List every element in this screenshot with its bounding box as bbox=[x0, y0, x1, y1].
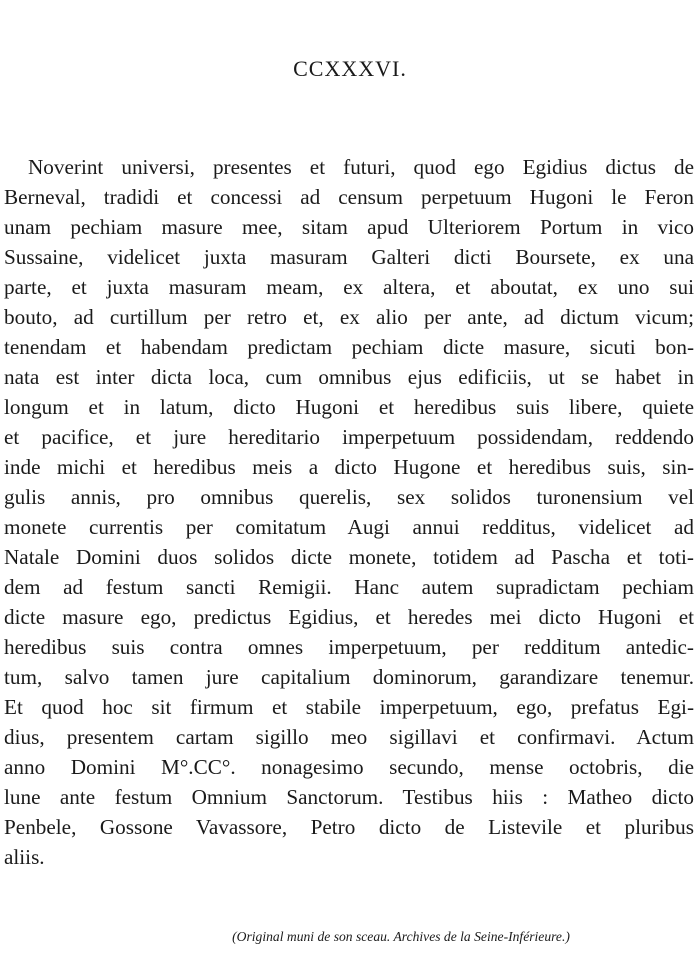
body-line: Sussaine, videlicet juxta masuram Galteri dicti Boursete, ex una bbox=[4, 245, 694, 269]
body-line: parte, et juxta masuram meam, ex altera, et aboutat, ex uno sui bbox=[4, 275, 694, 299]
body-line: longum et in latum, dicto Hugoni et heredibus suis libere, quiete bbox=[4, 395, 694, 419]
body-line: dius, presentem cartam sigillo meo sigillavi et confirmavi. Actum bbox=[4, 725, 694, 749]
body-line: nata est inter dicta loca, cum omnibus ejus edificiis, ut se habet in bbox=[4, 365, 694, 389]
body-line: unam pechiam masure mee, sitam apud Ulteriorem Portum in vico bbox=[4, 215, 694, 239]
body-line: Et quod hoc sit firmum et stabile imperpetuum, ego, prefatus Egi- bbox=[4, 695, 694, 719]
body-line: heredibus suis contra omnes imperpetuum, per redditum antedic- bbox=[4, 635, 694, 659]
body-line: Natale Domini duos solidos dicte monete, totidem ad Pascha et toti- bbox=[4, 545, 694, 569]
body-line: Noverint universi, presentes et futuri, quod ego Egidius dictus de bbox=[28, 155, 694, 179]
body-line: inde michi et heredibus meis a dicto Hugone et heredibus suis, sin- bbox=[4, 455, 694, 479]
body-line: dicte masure ego, predictus Egidius, et heredes mei dicto Hugoni et bbox=[4, 605, 694, 629]
body-line: Berneval, tradidi et concessi ad censum perpetuum Hugoni le Feron bbox=[4, 185, 694, 209]
body-line: anno Domini M°.CC°. nonagesimo secundo, mense octobris, die bbox=[4, 755, 694, 779]
body-line: et pacifice, et jure hereditario imperpetuum possidendam, reddendo bbox=[4, 425, 694, 449]
archive-footnote: (Original muni de son sceau. Archives de la Seine-Inférieure.) bbox=[232, 929, 570, 944]
body-line: bouto, ad curtillum per retro et, ex alio per ante, ad dictum vicum; bbox=[4, 305, 694, 329]
body-line: dem ad festum sancti Remigii. Hanc autem supradictam pechiam bbox=[4, 575, 694, 599]
charter-body bbox=[4, 152, 694, 872]
body-line: gulis annis, pro omnibus querelis, sex solidos turonensium vel bbox=[4, 485, 694, 509]
body-line: lune ante festum Omnium Sanctorum. Testibus hiis : Matheo dicto bbox=[4, 785, 694, 809]
body-line: aliis. bbox=[4, 845, 45, 869]
body-line: tum, salvo tamen jure capitalium dominorum, garandizare tenemur. bbox=[4, 665, 694, 689]
body-line: monete currentis per comitatum Augi annui redditus, videlicet ad bbox=[4, 515, 694, 539]
body-line: Penbele, Gossone Vavassore, Petro dicto de Listevile et pluribus bbox=[4, 815, 694, 839]
body-line: tenendam et habendam predictam pechiam dicte masure, sicuti bon- bbox=[4, 335, 694, 359]
charter-number-heading: CCXXXVI. bbox=[293, 56, 407, 81]
